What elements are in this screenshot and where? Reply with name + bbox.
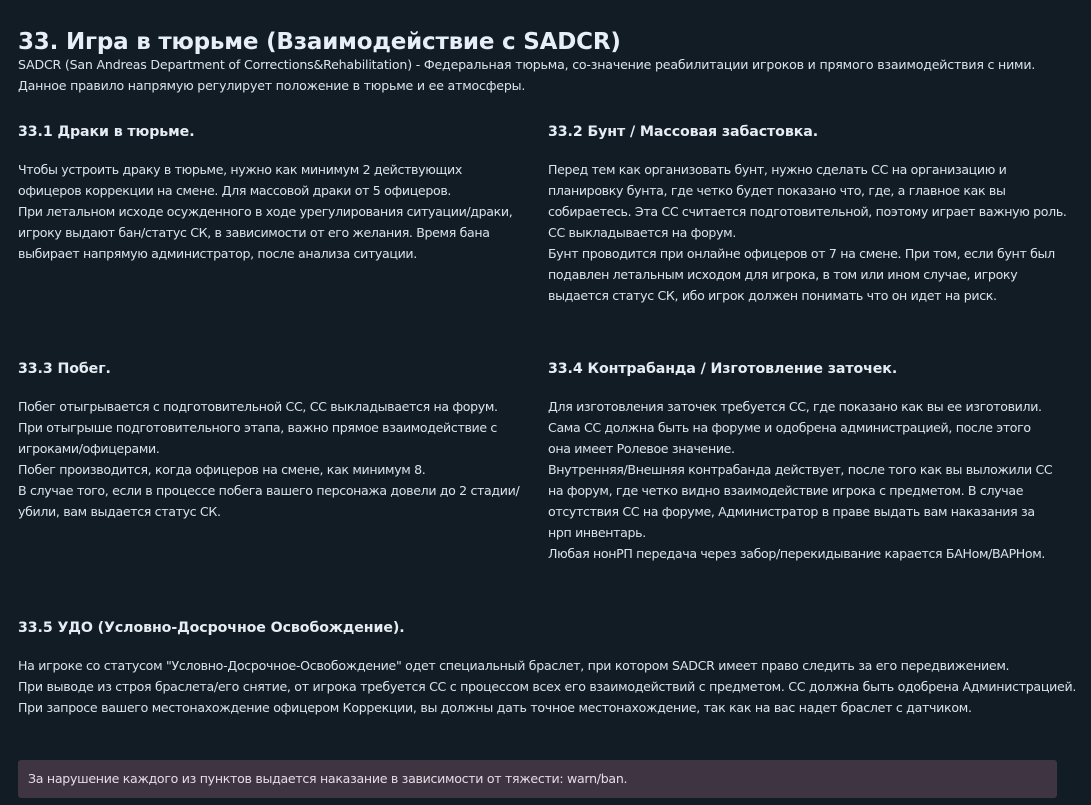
section-heading: 33.5 УДО (Условно-Досрочное Освобождение). (18, 620, 405, 636)
section-heading: 33.4 Контрабанда / Изготовление заточек. (548, 361, 898, 377)
section-body (18, 655, 1083, 718)
section-body (18, 396, 538, 522)
section-heading: 33.1 Драки в тюрьме. (18, 124, 195, 140)
section-body (548, 159, 1073, 306)
section-riot (548, 124, 1073, 306)
paragraph: При летальном исходе осужденного в ходе урегулирования ситуации/драки, игроку выдают бан/статус СК, в зависимости от его желания. Время бана выбирает напрямую администратор, после анализа ситуации. (18, 204, 513, 261)
paragraph: В случае того, если в процессе побега вашего персонажа довели до 2 стадии/убили, вам выдается статус СК. (18, 483, 520, 519)
section-heading: 33.3 Побег. (18, 361, 111, 377)
paragraph: Перед тем как организовать бунт, нужно сделать СС на организацию и планировку бунта, где четко будет показано что, где, а главное как вы собираетесь. Эта СС считается подготовительной, поэтому играет важную роль. СС выкладывается на форум. (548, 162, 1067, 240)
paragraph: Любая нонРП передача через забор/перекидывание карается БАНом/ВАРНом. (548, 546, 1046, 561)
paragraph: Побег отыгрывается с подготовительной СС, СС выкладывается на форум. (18, 399, 498, 414)
paragraph: На игроке со статусом "Условно-Досрочное-Освобождение" одет специальный браслет, при котором SADCR имеет право следить за его передвижением. (18, 658, 1010, 673)
penalty-notice: За нарушение каждого из пунктов выдается наказание в зависимости от тяжести: warn/ban. (18, 760, 1057, 798)
paragraph: Чтобы устроить драку в тюрьме, нужно как минимум 2 действующих офицеров коррекции на смене. Для массовой драки от 5 офицеров. (18, 162, 462, 198)
intro-text: SADCR (San Andreas Department of Corrections&Rehabilitation) - Федеральная тюрьма, со-значение реабилитации игроков и прямого взаимодействия с ними. Данное правило напрямую регулирует положение в тюрьме и ее атмосферы. (18, 57, 1036, 93)
paragraph: Бунт проводится при онлайне офицеров от 7 на смене. При том, если бунт был подавлен летальным исходом для игрока, в том или ином случае, игроку выдается статус СК, ибо игрок должен понимать что он идет на риск. (548, 246, 1055, 303)
paragraph: При отыгрыше подготовительного этапа, важно прямое взаимодействие с игроками/офицерами. (18, 420, 497, 456)
section-body (18, 159, 518, 264)
section-heading: 33.2 Бунт / Массовая забастовка. (548, 124, 818, 140)
page-title: 33. Игра в тюрьме (Взаимодействие с SADCR) (18, 29, 621, 56)
section-fights (18, 124, 518, 264)
paragraph: Внутренняя/Внешняя контрабанда действует, после того как вы выложили СС на форум, где четко видно взаимодействие игрока с предметом. В случае отсутствия СС на форуме, Администратор в праве выдать вам наказания за нрп инвентарь. (548, 462, 1053, 540)
paragraph: При выводе из строя браслета/его снятие, от игрока требуется СС с процессом всех его взаимодействий с предметом. СС должна быть одобрена Администрацией. (18, 679, 1077, 694)
section-contraband (548, 361, 1053, 564)
paragraph: При запросе вашего местонахождение офицером Коррекции, вы должны дать точное местонахождение, так как на вас надет браслет с датчиком. (18, 700, 972, 715)
paragraph: Для изготовления заточек требуется СС, где показано как вы ее изготовили. Сама СС должна быть на форуме и одобрена администрацией, после этого она имеет Ролевое значение. (548, 399, 1042, 456)
section-parole (18, 620, 1083, 718)
paragraph: Побег производится, когда офицеров на смене, как минимум 8. (18, 462, 426, 477)
section-body (548, 396, 1053, 564)
section-escape (18, 361, 538, 522)
